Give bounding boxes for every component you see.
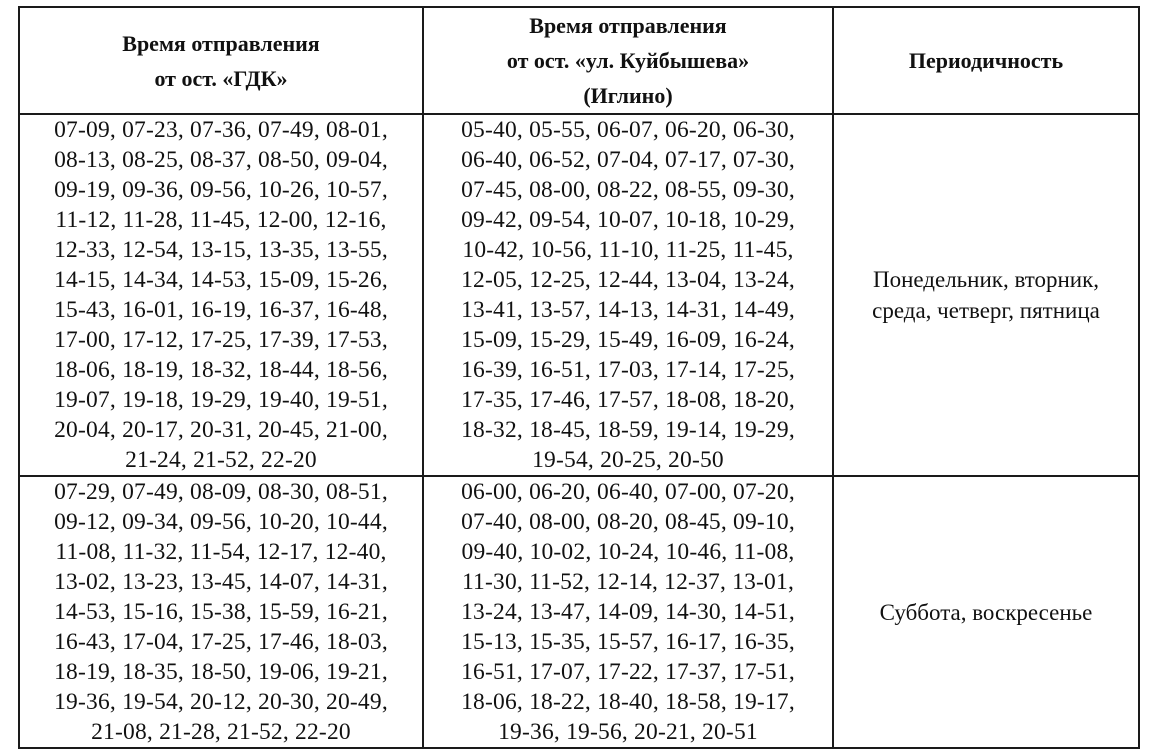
bus-schedule-table [18, 6, 1140, 749]
table-row-weekdays [19, 114, 1139, 476]
weekday-periodicity-line-2: среда, четверг, пятница [872, 298, 1100, 323]
header-periodicity [833, 7, 1139, 114]
header-periodicity-label: Периодичность [908, 48, 1064, 73]
header-gdk-departure [19, 7, 423, 114]
kuybysheva-weekend-times: 06-00, 06-20, 06-40, 07-00, 07-20, 07-40, 08-00, 08-20, 08-45, 09-10, 09-40, 10-02, 10-24, 10-46, 11-08, 11-30, 11-52, 12-14, 12-37, 13-01, 13-24, 13-47, 14-09, 14-30, 14-51, 15-13, 15-35, 15-57, 16-17, 16-35, 16-51, 17-07, 17-22, 17-37, 17-51, 18-06, 18-22, 18-40, 18-58, 19-17, 19-36, 19-56, 20-21, 20-51 [423, 476, 833, 748]
weekend-periodicity-line-1: Суббота, воскресенье [879, 599, 1093, 625]
header-row [19, 7, 1139, 114]
header-kuybysheva-line-1: Время отправления [529, 13, 727, 38]
header-kuybysheva-line-2: от ост. «ул. Куйбышева» [506, 48, 750, 73]
header-kuybysheva-line-3: (Иглино) [583, 83, 673, 108]
weekday-periodicity [833, 114, 1139, 476]
gdk-weekday-times: 07-09, 07-23, 07-36, 07-49, 08-01, 08-13, 08-25, 08-37, 08-50, 09-04, 09-19, 09-36, 09-56, 10-26, 10-57, 11-12, 11-28, 11-45, 12-00, 12-16, 12-33, 12-54, 13-15, 13-35, 13-55, 14-15, 14-34, 14-53, 15-09, 15-26, 15-43, 16-01, 16-19, 16-37, 16-48, 17-00, 17-12, 17-25, 17-39, 17-53, 18-06, 18-19, 18-32, 18-44, 18-56, 19-07, 19-18, 19-29, 19-40, 19-51, 20-04, 20-17, 20-31, 20-45, 21-00, 21-24, 21-52, 22-20 [19, 114, 423, 476]
weekend-periodicity [833, 476, 1139, 748]
gdk-weekend-times: 07-29, 07-49, 08-09, 08-30, 08-51, 09-12, 09-34, 09-56, 10-20, 10-44, 11-08, 11-32, 11-54, 12-17, 12-40, 13-02, 13-23, 13-45, 14-07, 14-31, 14-53, 15-16, 15-38, 15-59, 16-21, 16-43, 17-04, 17-25, 17-46, 18-03, 18-19, 18-35, 18-50, 19-06, 19-21, 19-36, 19-54, 20-12, 20-30, 20-49, 21-08, 21-28, 21-52, 22-20 [19, 476, 423, 748]
header-gdk-line-2: от ост. «ГДК» [154, 65, 288, 91]
header-gdk-line-1: Время отправления [122, 30, 320, 56]
kuybysheva-weekday-times: 05-40, 05-55, 06-07, 06-20, 06-30, 06-40, 06-52, 07-04, 07-17, 07-30, 07-45, 08-00, 08-22, 08-55, 09-30, 09-42, 09-54, 10-07, 10-18, 10-29, 10-42, 10-56, 11-10, 11-25, 11-45, 12-05, 12-25, 12-44, 13-04, 13-24, 13-41, 13-57, 14-13, 14-31, 14-49, 15-09, 15-29, 15-49, 16-09, 16-24, 16-39, 16-51, 17-03, 17-14, 17-25, 17-35, 17-46, 17-57, 18-08, 18-20, 18-32, 18-45, 18-59, 19-14, 19-29, 19-54, 20-25, 20-50 [423, 114, 833, 476]
weekday-periodicity-line-1: Понедельник, вторник, [872, 267, 1100, 292]
header-kuybysheva-departure [423, 7, 833, 114]
table-row-weekend [19, 476, 1139, 748]
